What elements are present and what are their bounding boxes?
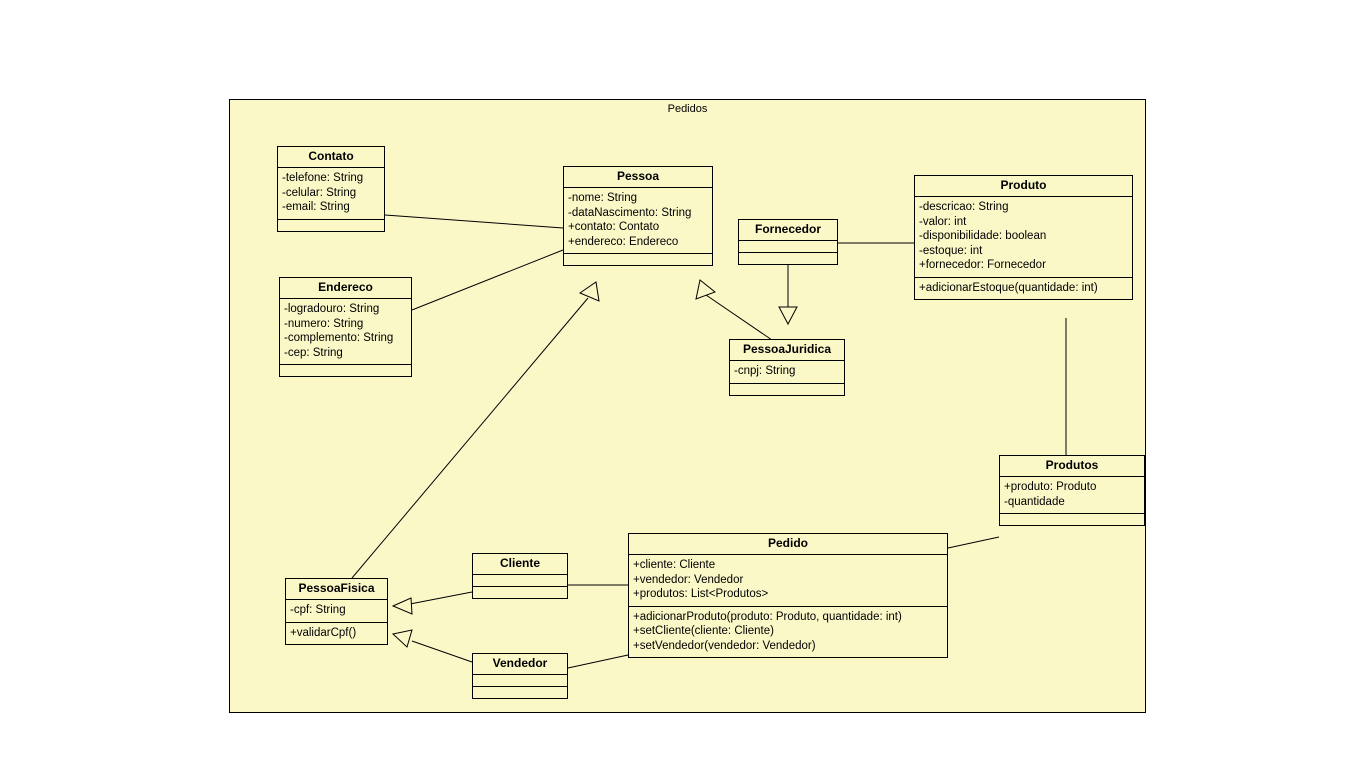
class-endereco[interactable] [279, 277, 412, 377]
attribute-line: -nome: String [568, 192, 638, 204]
class-contato[interactable] [277, 146, 385, 232]
attribute-line: -telefone: String [282, 172, 364, 184]
class-operations [278, 220, 384, 231]
attribute-line: -email: String [282, 201, 350, 213]
class-name: PessoaJuridica [730, 340, 844, 361]
class-attributes [1000, 477, 1144, 514]
attribute-line: +endereco: Endereco [568, 235, 679, 248]
operation-line: +validarCpf() [290, 626, 357, 639]
class-name: PessoaFisica [286, 579, 387, 600]
class-pedido[interactable] [628, 533, 948, 658]
attribute-line: +contato: Contato [568, 221, 660, 233]
class-attributes [473, 575, 567, 587]
attribute-line: +vendedor: Vendedor [633, 573, 744, 586]
class-vendedor[interactable] [472, 653, 568, 699]
class-attributes [280, 299, 411, 365]
class-name: Vendedor [473, 654, 567, 675]
operation-line: +setVendedor(vendedor: Vendedor) [633, 639, 816, 652]
attribute-line: -valor: int [919, 215, 967, 228]
attribute-line: -cnpj: String [734, 365, 796, 377]
class-name: Produtos [1000, 456, 1144, 477]
class-operations [1000, 514, 1144, 525]
attribute-line: +produtos: List<Produtos> [633, 588, 769, 600]
class-operations [629, 607, 947, 658]
class-operations [915, 278, 1132, 300]
class-operations [280, 365, 411, 376]
operation-line: +adicionarEstoque(quantidade: int) [919, 281, 1098, 294]
class-name: Endereco [280, 278, 411, 299]
operation-line: +setCliente(cliente: Cliente) [633, 625, 774, 637]
class-pessoafisica[interactable] [285, 578, 388, 645]
class-attributes [278, 168, 384, 220]
class-name: Produto [915, 176, 1132, 197]
class-pessoajuridica[interactable] [729, 339, 845, 396]
attribute-line: -numero: String [284, 317, 364, 330]
class-operations [473, 687, 567, 698]
attribute-line: +produto: Produto [1004, 481, 1097, 493]
attribute-line: +cliente: Cliente [633, 559, 716, 571]
class-operations [564, 254, 712, 265]
class-attributes [473, 675, 567, 687]
attribute-line: -estoque: int [919, 244, 983, 257]
class-produto[interactable] [914, 175, 1133, 300]
class-name: Contato [278, 147, 384, 168]
class-operations [739, 253, 837, 264]
class-operations [286, 623, 387, 645]
class-attributes [739, 241, 837, 253]
attribute-line: -complemento: String [284, 332, 394, 344]
class-name: Pedido [629, 534, 947, 555]
class-attributes [629, 555, 947, 607]
class-produtos[interactable] [999, 455, 1145, 526]
class-attributes [915, 197, 1132, 278]
class-pessoa[interactable] [563, 166, 713, 266]
class-name: Pessoa [564, 167, 712, 188]
attribute-line: -disponibilidade: boolean [919, 230, 1047, 242]
attribute-line: -logradouro: String [284, 303, 380, 315]
attribute-line: -quantidade [1004, 495, 1065, 508]
attribute-line: -cpf: String [290, 604, 346, 616]
class-fornecedor[interactable] [738, 219, 838, 265]
class-name: Cliente [473, 554, 567, 575]
attribute-line: -dataNascimento: String [568, 206, 692, 219]
class-attributes [564, 188, 712, 254]
attribute-line: -celular: String [282, 186, 357, 199]
attribute-line: -descricao: String [919, 201, 1009, 213]
attribute-line: +fornecedor: Fornecedor [919, 259, 1046, 271]
operation-line: +adicionarProduto(produto: Produto, quantidade: int) [633, 610, 902, 623]
class-operations [473, 587, 567, 598]
class-name: Fornecedor [739, 220, 837, 241]
package-title: Pedidos [667, 103, 708, 115]
class-operations [730, 384, 844, 395]
class-cliente[interactable] [472, 553, 568, 599]
class-attributes [730, 361, 844, 384]
class-attributes [286, 600, 387, 623]
attribute-line: -cep: String [284, 346, 343, 359]
